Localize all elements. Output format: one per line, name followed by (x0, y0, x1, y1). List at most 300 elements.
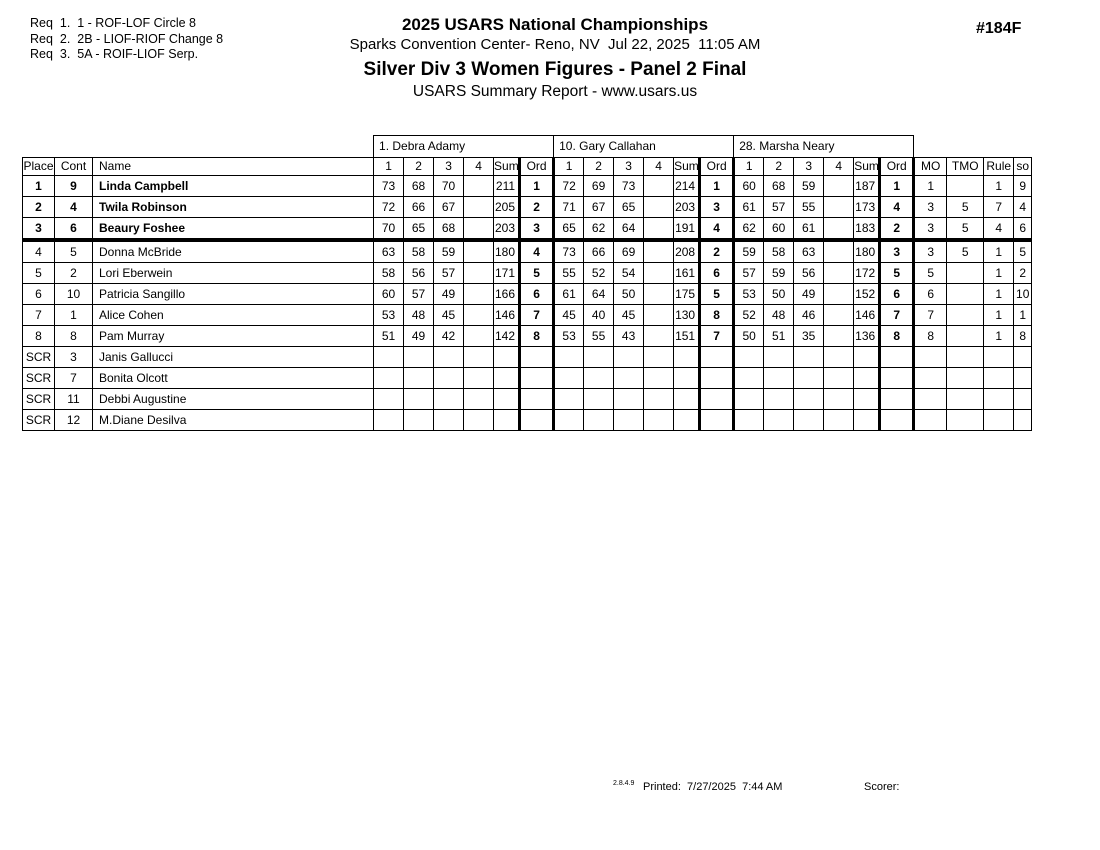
cell-score (824, 389, 854, 410)
cell-sum: 161 (674, 263, 700, 284)
judge-1-label: 1. Debra Adamy (374, 136, 554, 158)
cell-score: 42 (434, 326, 464, 347)
cell-place: 4 (23, 240, 55, 263)
cell-ord: 1 (520, 176, 554, 197)
cell-score: 64 (584, 284, 614, 305)
cell-sum: 214 (674, 176, 700, 197)
cell-score (764, 347, 794, 368)
table-row (23, 326, 1032, 347)
cell-mo: 8 (914, 326, 947, 347)
cell-mo (914, 368, 947, 389)
cell-score: 63 (374, 240, 404, 263)
cell-place: SCR (23, 389, 55, 410)
cell-rule (984, 389, 1014, 410)
cell-score (404, 389, 434, 410)
cell-tmo (947, 176, 984, 197)
cell-score: 57 (764, 197, 794, 218)
col-header-sum: Sum (494, 158, 520, 176)
cell-score (644, 263, 674, 284)
table-row (23, 218, 1032, 241)
cell-place: 2 (23, 197, 55, 218)
cell-score (824, 410, 854, 431)
cell-score: 69 (614, 240, 644, 263)
cell-score (584, 347, 614, 368)
cell-score (374, 410, 404, 431)
table-row (23, 197, 1032, 218)
cell-score (734, 368, 764, 389)
cell-score: 69 (584, 176, 614, 197)
cell-score (464, 240, 494, 263)
cell-score (644, 305, 674, 326)
cell-score: 64 (614, 218, 644, 241)
cell-score: 45 (614, 305, 644, 326)
software-version: 2.8.4.9 (613, 780, 635, 787)
cell-cont: 12 (55, 410, 93, 431)
cell-ord: 4 (520, 240, 554, 263)
cell-score (464, 305, 494, 326)
cell-score: 50 (764, 284, 794, 305)
cell-ord: 8 (520, 326, 554, 347)
cell-score: 53 (374, 305, 404, 326)
cell-name: Janis Gallucci (93, 347, 374, 368)
cell-sum: 146 (494, 305, 520, 326)
cell-rule: 1 (984, 176, 1014, 197)
cell-score (644, 347, 674, 368)
table-row (23, 389, 1032, 410)
cell-sum: 191 (674, 218, 700, 241)
cell-ord: 7 (880, 305, 914, 326)
col-header-score: 2 (404, 158, 434, 176)
cell-sum: 203 (494, 218, 520, 241)
cell-rule (984, 410, 1014, 431)
cell-mo (914, 410, 947, 431)
cell-score: 48 (764, 305, 794, 326)
cell-score: 50 (614, 284, 644, 305)
table-row (23, 305, 1032, 326)
cell-score (644, 176, 674, 197)
cell-score: 53 (554, 326, 584, 347)
cell-cont: 6 (55, 218, 93, 241)
cell-tmo (947, 263, 984, 284)
cell-ord (880, 347, 914, 368)
cell-place: SCR (23, 347, 55, 368)
cell-so: 10 (1014, 284, 1032, 305)
cell-place: 7 (23, 305, 55, 326)
cell-score (824, 197, 854, 218)
cell-score (464, 326, 494, 347)
cell-tmo (947, 389, 984, 410)
cell-score: 62 (584, 218, 614, 241)
cell-cont: 5 (55, 240, 93, 263)
cell-tmo: 5 (947, 240, 984, 263)
cell-score (614, 347, 644, 368)
cell-ord (520, 389, 554, 410)
cell-score: 68 (764, 176, 794, 197)
cell-score: 59 (764, 263, 794, 284)
col-header-so: so (1014, 158, 1032, 176)
table-row (23, 347, 1032, 368)
cell-score: 55 (554, 263, 584, 284)
col-header-score: 4 (644, 158, 674, 176)
cell-score (644, 410, 674, 431)
cell-score (824, 368, 854, 389)
col-header-score: 1 (374, 158, 404, 176)
cell-score: 46 (794, 305, 824, 326)
results-table-wrap (22, 135, 1032, 431)
cell-rule: 1 (984, 263, 1014, 284)
event-number: #184F (976, 20, 1022, 37)
cell-name: Debbi Augustine (93, 389, 374, 410)
cell-ord (700, 389, 734, 410)
cell-cont: 1 (55, 305, 93, 326)
cell-score: 61 (734, 197, 764, 218)
cell-sum: 208 (674, 240, 700, 263)
cell-rule (984, 347, 1014, 368)
cell-rule: 4 (984, 218, 1014, 241)
cell-score (824, 263, 854, 284)
cell-sum (494, 410, 520, 431)
cell-score: 60 (734, 176, 764, 197)
cell-sum: 136 (854, 326, 880, 347)
cell-score (554, 389, 584, 410)
cell-score: 71 (554, 197, 584, 218)
cell-sum (674, 389, 700, 410)
cell-score: 51 (764, 326, 794, 347)
cell-score: 59 (734, 240, 764, 263)
cell-ord (880, 368, 914, 389)
col-header-mo: MO (914, 158, 947, 176)
cell-ord (520, 368, 554, 389)
cell-score (464, 218, 494, 241)
cell-score: 57 (734, 263, 764, 284)
cell-score: 52 (734, 305, 764, 326)
cell-score: 61 (554, 284, 584, 305)
cell-score (824, 218, 854, 241)
cell-sum: 130 (674, 305, 700, 326)
cell-name: Beaury Foshee (93, 218, 374, 241)
cell-score: 57 (404, 284, 434, 305)
cell-score (824, 347, 854, 368)
cell-score (464, 410, 494, 431)
results-tbody (23, 176, 1032, 431)
col-header-rule: Rule (984, 158, 1014, 176)
cell-mo (914, 389, 947, 410)
table-row (23, 263, 1032, 284)
championship-title: 2025 USARS National Championships (401, 15, 709, 34)
cell-ord: 1 (700, 176, 734, 197)
requirement-line-1: Req 1. 1 - ROF-LOF Circle 8 (30, 16, 197, 30)
cell-sum: 183 (854, 218, 880, 241)
cell-score (434, 389, 464, 410)
cell-so: 4 (1014, 197, 1032, 218)
col-header-name: Name (93, 158, 374, 176)
cell-mo: 7 (914, 305, 947, 326)
cell-ord: 5 (520, 263, 554, 284)
cell-score (464, 197, 494, 218)
cell-score: 68 (404, 176, 434, 197)
cell-place: SCR (23, 410, 55, 431)
cell-score (404, 368, 434, 389)
cell-sum: 146 (854, 305, 880, 326)
cell-rule (984, 368, 1014, 389)
cell-score: 53 (734, 284, 764, 305)
cell-score (824, 305, 854, 326)
cell-score (824, 326, 854, 347)
cell-score: 48 (404, 305, 434, 326)
cell-tmo (947, 326, 984, 347)
cell-sum: 205 (494, 197, 520, 218)
cell-sum: 180 (854, 240, 880, 263)
cell-score (434, 347, 464, 368)
cell-score: 50 (734, 326, 764, 347)
cell-score (644, 368, 674, 389)
cell-score: 60 (374, 284, 404, 305)
cell-score (614, 389, 644, 410)
cell-cont: 2 (55, 263, 93, 284)
cell-score: 58 (764, 240, 794, 263)
cell-sum: 187 (854, 176, 880, 197)
cell-ord (520, 410, 554, 431)
judge-row-spacer-left (23, 136, 374, 158)
cell-score: 66 (404, 197, 434, 218)
col-header-score: 3 (434, 158, 464, 176)
cell-sum: 172 (854, 263, 880, 284)
cell-score: 49 (434, 284, 464, 305)
cell-score (554, 347, 584, 368)
cell-so: 9 (1014, 176, 1032, 197)
cell-place: SCR (23, 368, 55, 389)
cell-sum: 180 (494, 240, 520, 263)
cell-score (554, 410, 584, 431)
cell-score: 35 (794, 326, 824, 347)
cell-sum: 151 (674, 326, 700, 347)
cell-tmo (947, 368, 984, 389)
cell-score: 55 (794, 197, 824, 218)
cell-mo: 3 (914, 218, 947, 241)
cell-name: Alice Cohen (93, 305, 374, 326)
venue-date-line: Sparks Convention Center- Reno, NV Jul 22, 2025 11:05 AM (349, 36, 761, 53)
cell-rule: 1 (984, 240, 1014, 263)
table-row (23, 240, 1032, 263)
cell-place: 8 (23, 326, 55, 347)
cell-score: 49 (794, 284, 824, 305)
cell-cont: 11 (55, 389, 93, 410)
cell-score: 61 (794, 218, 824, 241)
cell-score (824, 240, 854, 263)
cell-ord: 5 (700, 284, 734, 305)
event-title: Silver Div 3 Women Figures - Panel 2 Final (363, 59, 747, 80)
cell-score (374, 389, 404, 410)
col-header-score: 2 (584, 158, 614, 176)
cell-score: 59 (434, 240, 464, 263)
table-row (23, 368, 1032, 389)
cell-sum: 211 (494, 176, 520, 197)
cell-tmo (947, 305, 984, 326)
cell-score (554, 368, 584, 389)
cell-score (584, 368, 614, 389)
cell-place: 6 (23, 284, 55, 305)
col-header-ord: Ord (700, 158, 734, 176)
col-header-ord: Ord (520, 158, 554, 176)
report-type-line: USARS Summary Report - www.usars.us (412, 83, 698, 100)
cell-ord: 3 (700, 197, 734, 218)
judge-3-label: 28. Marsha Neary (734, 136, 914, 158)
report-header (245, 14, 865, 102)
cell-score (464, 389, 494, 410)
results-table (22, 135, 1032, 431)
cell-score: 65 (554, 218, 584, 241)
cell-tmo: 5 (947, 197, 984, 218)
cell-rule: 7 (984, 197, 1014, 218)
cell-score (374, 368, 404, 389)
cell-score: 54 (614, 263, 644, 284)
cell-so (1014, 410, 1032, 431)
cell-score: 45 (554, 305, 584, 326)
cell-cont: 9 (55, 176, 93, 197)
cell-score (644, 284, 674, 305)
cell-sum (494, 347, 520, 368)
cell-score (584, 389, 614, 410)
cell-ord (880, 389, 914, 410)
cell-ord (700, 347, 734, 368)
col-header-score: 3 (614, 158, 644, 176)
cell-score (764, 389, 794, 410)
cell-so (1014, 368, 1032, 389)
cell-so: 5 (1014, 240, 1032, 263)
cell-score (464, 368, 494, 389)
cell-sum: 175 (674, 284, 700, 305)
cell-place: 1 (23, 176, 55, 197)
cell-score: 70 (374, 218, 404, 241)
cell-ord (520, 347, 554, 368)
cell-score (404, 347, 434, 368)
cell-ord: 2 (880, 218, 914, 241)
cell-sum (494, 389, 520, 410)
cell-sum (854, 347, 880, 368)
cell-score (734, 347, 764, 368)
cell-sum (674, 410, 700, 431)
cell-tmo (947, 284, 984, 305)
cell-sum: 203 (674, 197, 700, 218)
table-row (23, 410, 1032, 431)
cell-score (644, 240, 674, 263)
cell-sum (494, 368, 520, 389)
cell-name: Donna McBride (93, 240, 374, 263)
cell-score: 49 (404, 326, 434, 347)
cell-score (644, 326, 674, 347)
cell-score: 66 (584, 240, 614, 263)
cell-sum: 152 (854, 284, 880, 305)
cell-ord: 3 (880, 240, 914, 263)
cell-ord: 8 (700, 305, 734, 326)
cell-score (614, 368, 644, 389)
cell-name: Bonita Olcott (93, 368, 374, 389)
cell-tmo: 5 (947, 218, 984, 241)
cell-score (644, 389, 674, 410)
cell-score (614, 410, 644, 431)
cell-name: Twila Robinson (93, 197, 374, 218)
cell-score: 62 (734, 218, 764, 241)
cell-name: Linda Campbell (93, 176, 374, 197)
cell-so (1014, 347, 1032, 368)
cell-score: 67 (434, 197, 464, 218)
cell-score (764, 410, 794, 431)
cell-score: 65 (614, 197, 644, 218)
cell-score: 59 (794, 176, 824, 197)
cell-sum: 142 (494, 326, 520, 347)
cell-score (794, 368, 824, 389)
cell-score (794, 410, 824, 431)
col-header-score: 4 (824, 158, 854, 176)
cell-ord: 5 (880, 263, 914, 284)
cell-cont: 7 (55, 368, 93, 389)
cell-mo: 1 (914, 176, 947, 197)
cell-ord: 7 (700, 326, 734, 347)
cell-name: Patricia Sangillo (93, 284, 374, 305)
cell-ord: 2 (520, 197, 554, 218)
col-header-score: 2 (764, 158, 794, 176)
cell-so (1014, 389, 1032, 410)
cell-score: 73 (374, 176, 404, 197)
cell-ord: 6 (520, 284, 554, 305)
cell-mo: 3 (914, 197, 947, 218)
col-header-place: Place (23, 158, 55, 176)
col-header-sum: Sum (854, 158, 880, 176)
cell-so: 8 (1014, 326, 1032, 347)
cell-score (644, 218, 674, 241)
cell-cont: 10 (55, 284, 93, 305)
cell-score: 45 (434, 305, 464, 326)
table-row (23, 284, 1032, 305)
cell-score (824, 176, 854, 197)
cell-mo: 5 (914, 263, 947, 284)
cell-rule: 1 (984, 326, 1014, 347)
cell-name: Pam Murray (93, 326, 374, 347)
column-header-row (23, 158, 1032, 176)
cell-score: 52 (584, 263, 614, 284)
cell-score: 57 (434, 263, 464, 284)
cell-score (764, 368, 794, 389)
scorer-label: Scorer: (864, 781, 900, 793)
cell-sum (854, 410, 880, 431)
printed-timestamp: Printed: 7/27/2025 7:44 AM (643, 781, 783, 793)
cell-score (794, 347, 824, 368)
cell-score: 51 (374, 326, 404, 347)
cell-score (434, 368, 464, 389)
cell-score: 56 (794, 263, 824, 284)
cell-score (404, 410, 434, 431)
cell-sum (854, 368, 880, 389)
cell-name: Lori Eberwein (93, 263, 374, 284)
cell-score: 67 (584, 197, 614, 218)
cell-cont: 3 (55, 347, 93, 368)
cell-ord: 8 (880, 326, 914, 347)
cell-cont: 8 (55, 326, 93, 347)
table-row (23, 176, 1032, 197)
cell-name: M.Diane Desilva (93, 410, 374, 431)
col-header-score: 3 (794, 158, 824, 176)
cell-score (734, 389, 764, 410)
cell-place: 5 (23, 263, 55, 284)
col-header-ord: Ord (880, 158, 914, 176)
cell-ord: 3 (520, 218, 554, 241)
cell-sum: 171 (494, 263, 520, 284)
cell-place: 3 (23, 218, 55, 241)
cell-ord: 1 (880, 176, 914, 197)
cell-score (794, 389, 824, 410)
cell-score: 56 (404, 263, 434, 284)
cell-ord (880, 410, 914, 431)
